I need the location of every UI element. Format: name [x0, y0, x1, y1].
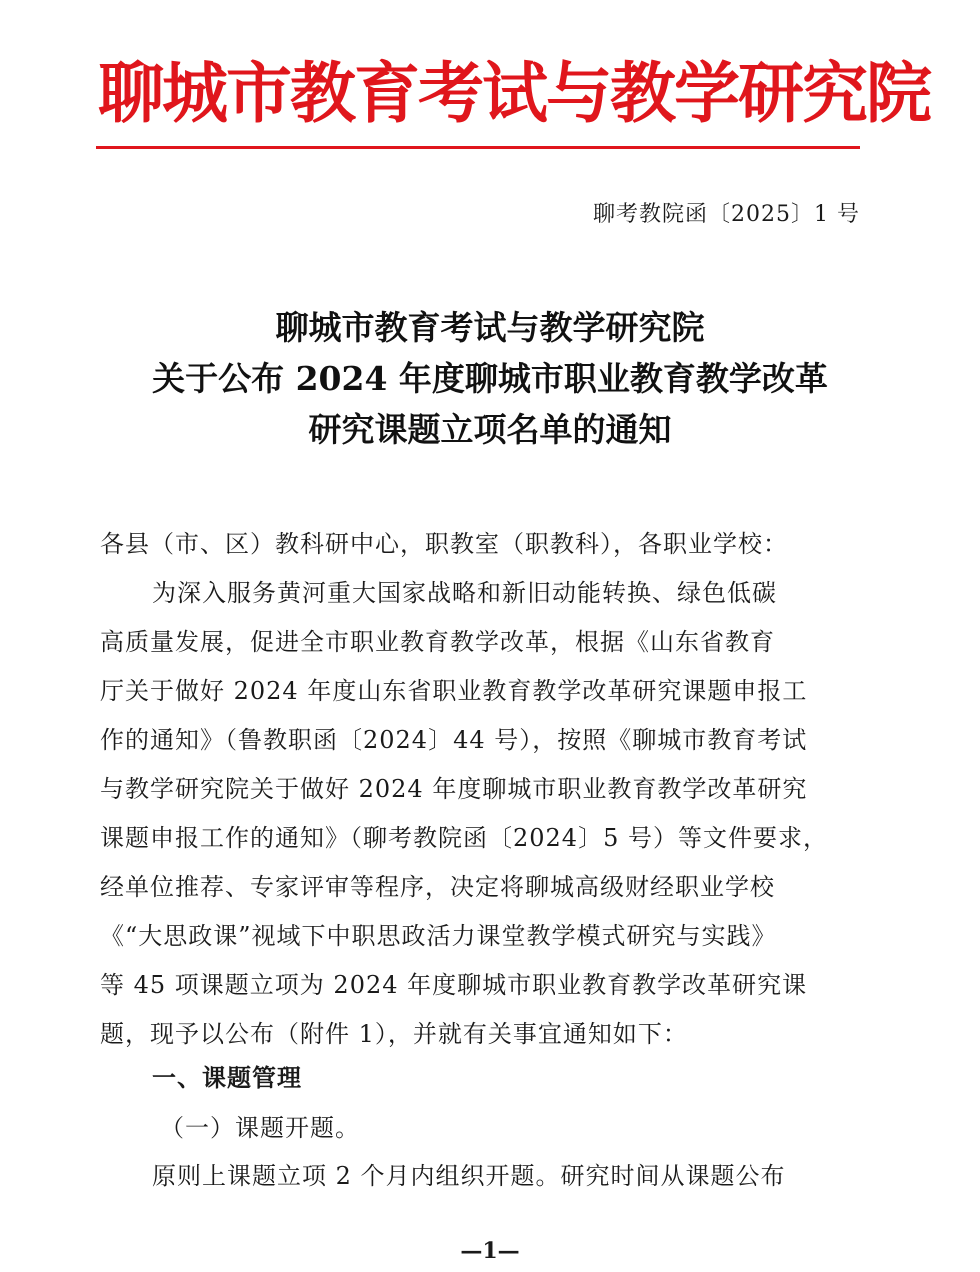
title-line-2: 关于公布 2024 年度聊城市职业教育教学改革	[152, 359, 828, 398]
recipient-line: 各县（市、区）教科研中心，职教室（职教科），各职业学校：	[100, 530, 788, 558]
section-heading-1: 一、课题管理	[152, 1064, 302, 1092]
title-line-1: 聊城市教育考试与教学研究院	[275, 308, 705, 347]
subsection-heading-1: （一）课题开题。	[160, 1114, 360, 1142]
document-number: 聊考教院函〔2025〕1 号	[593, 202, 860, 227]
body-line: 题，现予以公布（附件 1），并就有关事宜通知如下：	[100, 1020, 688, 1048]
body-line: 等 45 项课题立项为 2024 年度聊城市职业教育教学改革研究课	[100, 971, 808, 999]
page-number: —1—	[460, 1238, 520, 1264]
red-divider-line	[96, 146, 860, 149]
body-line: 厅关于做好 2024 年度山东省职业教育教学改革研究课题申报工	[100, 677, 808, 705]
body-line: 课题申报工作的通知》（聊考教院函〔2024〕5 号）等文件要求，	[100, 824, 828, 852]
section1-paragraph: 原则上课题立项 2 个月内组织开题。研究时间从课题公布	[152, 1162, 786, 1190]
document-body	[100, 520, 860, 1059]
body-line: 《“大思政课”视域下中职思政活力课堂教学模式研究与实践》	[100, 922, 777, 950]
masthead-title: 聊城市教育考试与教学研究院	[98, 54, 930, 132]
body-line: 作的通知》（鲁教职函〔2024〕44 号），按照《聊城市教育考试	[100, 726, 808, 754]
body-line: 为深入服务黄河重大国家战略和新旧动能转换、绿色低碳	[152, 579, 777, 607]
body-line: 高质量发展，促进全市职业教育教学改革，根据《山东省教育	[100, 628, 775, 656]
title-line-3: 研究课题立项名单的通知	[308, 410, 672, 449]
body-line: 经单位推荐、专家评审等程序，决定将聊城高级财经职业学校	[100, 873, 775, 901]
body-line: 与教学研究院关于做好 2024 年度聊城市职业教育教学改革研究	[100, 775, 808, 803]
document-title	[60, 302, 920, 455]
